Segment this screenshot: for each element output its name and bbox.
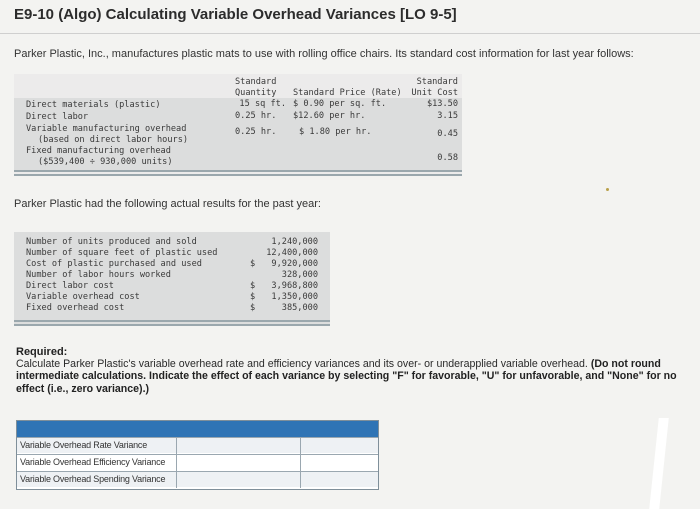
- actual-row-sign: $: [250, 303, 256, 313]
- efficiency-variance-amount-input[interactable]: [177, 455, 301, 471]
- actual-row-label: Cost of plastic purchased and used: [26, 259, 202, 269]
- std-row-unit: $13.50: [426, 99, 458, 109]
- answer-row-efficiency-variance: [17, 454, 378, 470]
- glare-mark: [649, 418, 669, 509]
- answer-row-label: Variable Overhead Efficiency Variance: [17, 455, 177, 471]
- answer-table-header: [17, 421, 378, 437]
- std-row-label: Direct labor: [26, 112, 89, 122]
- std-row-price: $ 0.90 per sq. ft.: [293, 99, 387, 109]
- actual-results-table: [14, 232, 330, 326]
- actual-row-value: 385,000: [281, 303, 318, 313]
- header-qty-line1: Standard: [235, 77, 277, 87]
- actual-intro-text: Parker Plastic had the following actual results for the past year:: [14, 198, 321, 210]
- std-row-label-sub: (based on direct labor hours): [38, 135, 189, 145]
- std-row-unit: 0.58: [437, 153, 458, 163]
- answer-table: [16, 420, 379, 490]
- std-row-label: Variable manufacturing overhead: [26, 124, 187, 134]
- answer-row-rate-variance: [17, 437, 378, 453]
- std-row-qty: 0.25 hr.: [235, 111, 277, 121]
- title-divider: [0, 33, 700, 34]
- answer-row-label: Variable Overhead Rate Variance: [17, 438, 177, 454]
- actual-row-sign: $: [250, 292, 256, 302]
- actual-row-label: Number of square feet of plastic used: [26, 248, 218, 258]
- spending-variance-amount-input[interactable]: [177, 472, 301, 488]
- actual-row-value: 1,240,000: [271, 237, 318, 247]
- std-row-qty: 15 sq ft.: [239, 99, 286, 109]
- stray-mark: [606, 188, 609, 191]
- header-qty-line2: Quantity: [235, 88, 277, 98]
- rate-variance-effect-select[interactable]: [301, 438, 378, 454]
- std-row-label: Fixed manufacturing overhead: [26, 146, 171, 156]
- required-instruction: Calculate Parker Plastic's variable overhead rate and efficiency variances and its over- or underapplied variable overhead.: [16, 358, 588, 370]
- required-text: [16, 358, 700, 395]
- required-heading: Required:: [16, 346, 68, 358]
- std-row-price: $12.60 per hr.: [293, 111, 366, 121]
- efficiency-variance-effect-select[interactable]: [301, 455, 378, 471]
- actual-row-value: 3,968,800: [271, 281, 318, 291]
- std-row-qty: 0.25 hr.: [235, 127, 277, 137]
- actual-row-value: 12,400,000: [266, 248, 318, 258]
- std-row-unit: 3.15: [437, 111, 458, 121]
- standard-cost-table: [14, 74, 462, 176]
- std-row-price: $ 1.80 per hr.: [299, 127, 372, 137]
- header-price: Standard Price (Rate): [293, 88, 402, 98]
- std-row-label-sub: ($539,400 ÷ 930,000 units): [38, 157, 173, 167]
- problem-title: E9-10 (Algo) Calculating Variable Overhead Variances [LO 9-5]: [14, 6, 457, 23]
- actual-row-label: Number of units produced and sold: [26, 237, 197, 247]
- actual-row-value: 1,350,000: [271, 292, 318, 302]
- std-row-label: Direct materials (plastic): [26, 100, 161, 110]
- actual-row-label: Variable overhead cost: [26, 292, 140, 302]
- required-bold-instruction: (Do not round intermediate calculations. Indicate the effect of each variance by selecting "F" for favorable, "U" for unfavorable, and "None" for no effect (i.e., zero variance).): [16, 358, 677, 395]
- actual-row-label: Direct labor cost: [26, 281, 114, 291]
- spending-variance-effect-select[interactable]: [301, 472, 378, 488]
- actual-row-sign: $: [250, 259, 256, 269]
- actual-row-label: Fixed overhead cost: [26, 303, 125, 313]
- std-row-unit: 0.45: [437, 129, 458, 139]
- rate-variance-amount-input[interactable]: [177, 438, 301, 454]
- answer-row-spending-variance: [17, 471, 378, 487]
- actual-row-value: 328,000: [281, 270, 318, 280]
- header-unit-line2: Unit Cost: [411, 88, 458, 98]
- answer-row-label: Variable Overhead Spending Variance: [17, 472, 177, 488]
- actual-row-label: Number of labor hours worked: [26, 270, 171, 280]
- actual-row-sign: $: [250, 281, 256, 291]
- header-unit-line1: Standard: [416, 77, 458, 87]
- actual-row-value: 9,920,000: [271, 259, 318, 269]
- intro-text: Parker Plastic, Inc., manufactures plastic mats to use with rolling office chairs. Its standard cost information for last year follows:: [14, 48, 634, 60]
